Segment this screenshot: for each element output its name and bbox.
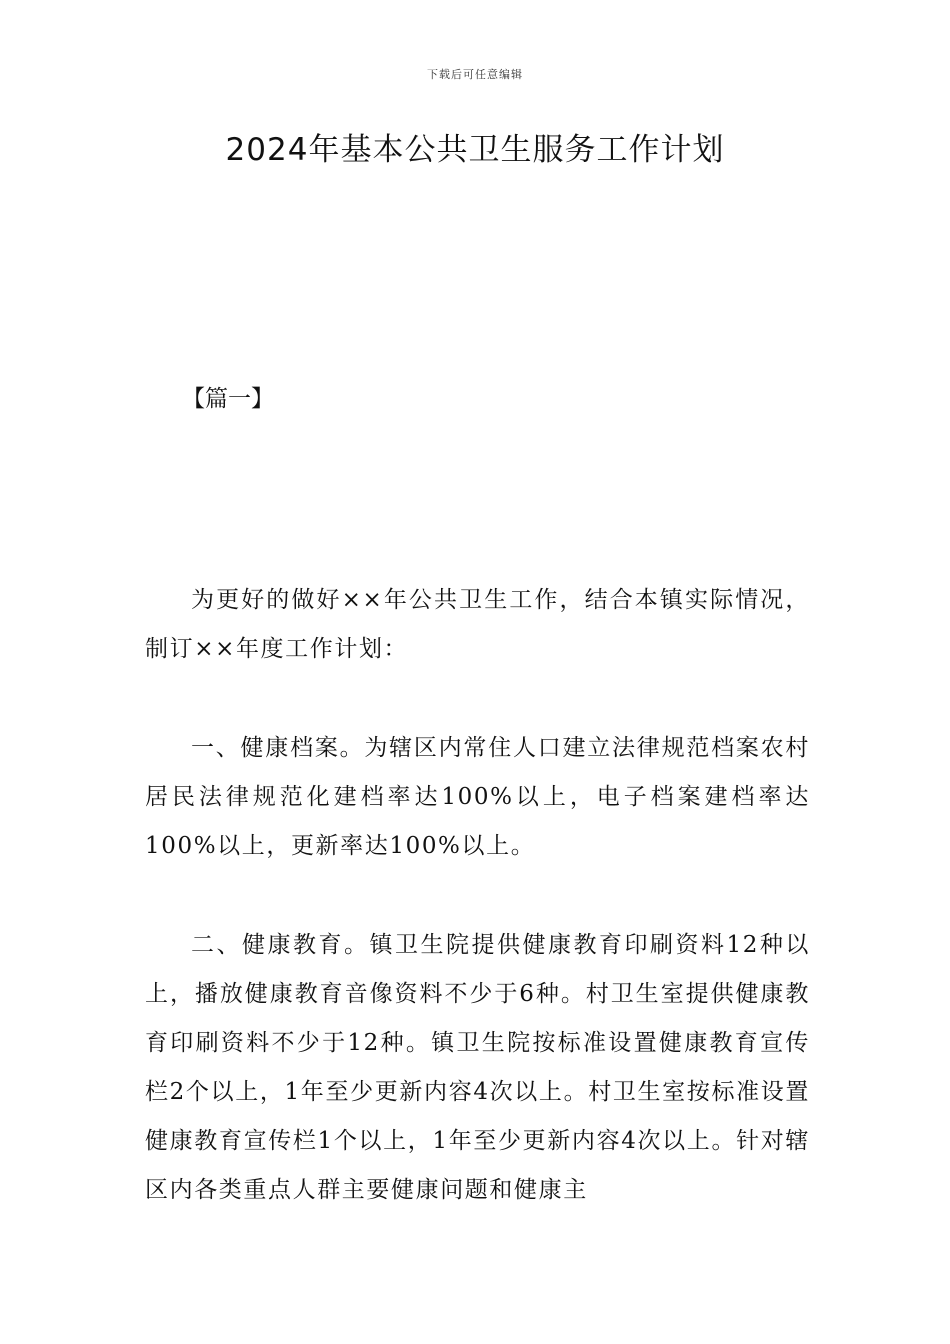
document-title: 2024年基本公共卫生服务工作计划	[225, 132, 725, 168]
section-label: 【篇一】	[182, 386, 274, 412]
health-records-paragraph: 一、健康档案。为辖区内常住人口建立法律规范档案农村居民法律规范化建档率达100%以上，电子档案建档率达100%以上，更新率达100%以上。	[145, 735, 810, 859]
health-education-paragraph: 二、健康教育。镇卫生院提供健康教育印刷资料12种以上，播放健康教育音像资料不少于6种。村卫生室提供健康教育印刷资料不少于12种。镇卫生院按标准设置健康教育宣传栏2个以上，1年至少更新内容4次以上。村卫生室按标准设置健康教育宣传栏1个以上，1年至少更新内容4次以上。针对辖区内各类重点人群主要健康问题和健康主	[145, 932, 810, 1203]
intro-paragraph: 为更好的做好××年公共卫生工作，结合本镇实际情况，制订××年度工作计划：	[145, 587, 810, 662]
header-note: 下载后可任意编辑	[427, 68, 523, 81]
